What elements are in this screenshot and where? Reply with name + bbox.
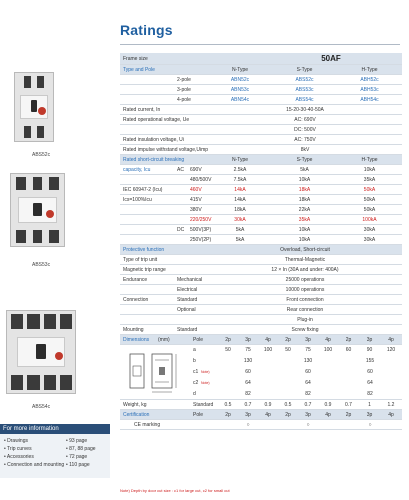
mounting-value: Screw fixing: [291, 327, 319, 333]
table-row: [120, 53, 402, 65]
breaking-voltage: 380V: [190, 207, 202, 213]
dim-cell: 130: [243, 358, 253, 364]
info-item[interactable]: [4, 445, 108, 453]
dim-cell: 3p: [245, 337, 251, 343]
breaking-voltage: 460V: [190, 187, 202, 193]
capacity-label: capacity, Icu: [123, 167, 151, 173]
dim-cell: 155: [365, 358, 375, 364]
dimensions-unit: (mm): [158, 337, 170, 343]
impulse-label: Rated impulse withstand voltage,Uimp: [123, 147, 209, 153]
info-item-label: • Drawings: [4, 438, 28, 444]
op-voltage-label: Rated operational voltage, Ue: [123, 117, 190, 123]
cert-pole-cell: 4p: [265, 412, 271, 418]
table-row: [120, 285, 402, 295]
protective-value: Overload, Short-circuit: [280, 247, 330, 253]
type-header: N-Type: [231, 67, 249, 73]
dim-cell: 130: [303, 358, 313, 364]
dim-cell: 3p: [305, 337, 311, 343]
dim-note: Note): [201, 370, 210, 374]
footnote: Note) Depth by door cut size : c1 for large cut, c2 for small cut: [120, 488, 230, 493]
dim-cell: 82: [305, 391, 311, 397]
optional-value: Plug-in: [297, 317, 313, 323]
breaking-cell: 5kA: [235, 237, 245, 243]
dim-cell: 2p: [225, 337, 231, 343]
dim-cell: 60: [367, 369, 373, 375]
dim-cell: 75: [245, 347, 251, 353]
mechanical-value: 25000 operations: [285, 277, 325, 283]
page-title: Ratings: [120, 22, 173, 38]
breaking-cell: 100kA: [362, 217, 377, 223]
weight-cell: 1: [368, 402, 371, 408]
info-heading: For more information: [0, 424, 110, 434]
breaking-cell: 30kA: [234, 217, 246, 223]
mag-range-label: Magnetic trip range: [123, 267, 166, 273]
table-row: [120, 367, 402, 377]
breaking-cell: 22kA: [298, 207, 311, 213]
product-label: ABS54c: [32, 404, 51, 410]
dim-key: b: [193, 358, 196, 364]
dim-cell: 60: [305, 369, 311, 375]
weight-cell: 0.7: [244, 402, 252, 408]
type-pole-label: Type and Pole: [123, 67, 155, 73]
table-row: [120, 400, 402, 410]
dim-key: Pole: [193, 337, 204, 343]
product-image-2pole: [14, 72, 54, 142]
table-row: [120, 95, 402, 105]
table-row: [120, 105, 402, 115]
ins-voltage-value: AC: 750V: [294, 137, 316, 143]
table-row: [120, 389, 402, 399]
dim-cell: 120: [386, 347, 396, 353]
breaking-label: Rated short-circuit breaking: [123, 157, 185, 163]
electrical-label: Electrical: [177, 287, 198, 293]
cert-pole-cell: 4p: [388, 412, 394, 418]
info-item-page: • 72 page: [66, 454, 88, 460]
dim-cell: 60: [345, 347, 352, 353]
trip-type-value: Thermal-Magnetic: [284, 257, 326, 263]
table-row: [120, 265, 402, 275]
table-row: [120, 305, 402, 315]
dim-cell: 60: [245, 369, 251, 375]
model-cell: ABN54c: [230, 97, 250, 103]
info-item-page: • 110 page: [66, 462, 90, 468]
breaking-voltage: 500V(3P): [190, 227, 212, 233]
table-row: [120, 410, 402, 420]
dim-cell: 2p: [285, 337, 291, 343]
electrical-value: 10000 operations: [285, 287, 325, 293]
model-cell: ABH53c: [360, 87, 379, 93]
info-list: [4, 437, 108, 469]
type-header: H-Type: [361, 157, 378, 163]
dim-key: d: [193, 391, 196, 397]
dim-cell: 100: [263, 347, 273, 353]
table-row: [120, 125, 402, 135]
mounting-std-label: Standard: [177, 327, 198, 333]
product-label: ABS52c: [32, 152, 51, 158]
title-divider: [120, 44, 400, 45]
standard-label: Standard: [177, 297, 198, 303]
breaking-cell: 10kA: [298, 227, 311, 233]
table-row: [120, 356, 402, 366]
info-item[interactable]: [4, 453, 108, 461]
table-row: [120, 145, 402, 155]
dim-cell: 64: [305, 380, 311, 386]
ce-label: CE marking: [134, 422, 161, 428]
weight-cell: 0.7: [304, 402, 312, 408]
table-row: [120, 235, 402, 245]
table-row: [120, 295, 402, 305]
dim-cell: 2p: [345, 337, 352, 343]
pole-label: 4-pole: [177, 97, 191, 103]
type-header: H-Type: [361, 67, 378, 73]
info-item[interactable]: [4, 461, 108, 469]
dim-cell: 100: [323, 347, 333, 353]
breaking-voltage: 220/250V: [190, 217, 212, 223]
breaking-cell: 50kA: [363, 187, 376, 193]
ics-label: Ics=100%Icu: [123, 197, 152, 203]
model-cell: ABH52c: [360, 77, 379, 83]
ce-cell: ○: [306, 422, 310, 428]
product-label: ABS53c: [32, 262, 51, 268]
table-row: [120, 325, 402, 335]
model-cell: ABS53c: [295, 87, 314, 93]
cert-pole-cell: 3p: [305, 412, 311, 418]
dimensions-label: Dimensions: [123, 337, 150, 343]
dim-cell: 4p: [388, 337, 394, 343]
dim-key: c1: [193, 369, 199, 375]
breaking-cell: 10kA: [298, 177, 311, 183]
dim-note: Note): [201, 381, 210, 385]
ce-cell: ○: [368, 422, 372, 428]
breaking-cell: 5kA: [300, 167, 309, 173]
table-row: [120, 378, 402, 388]
info-item-label: • Connection and mounting: [4, 462, 65, 468]
product-image-3pole: [10, 173, 65, 247]
cert-pole-label: Pole: [193, 412, 204, 418]
info-item-label: • Accessories: [4, 454, 34, 460]
breaking-cell: 14kA: [234, 197, 246, 203]
breaking-voltage: 690V: [190, 167, 202, 173]
cert-pole-cell: 2p: [345, 412, 352, 418]
table-row: [120, 315, 402, 325]
weight-cell: 0.9: [264, 402, 272, 408]
ins-voltage-label: Rated insulation voltage, Ui: [123, 137, 184, 143]
table-row: [120, 215, 402, 225]
cert-pole-cell: 4p: [325, 412, 331, 418]
model-cell: ABS52c: [295, 77, 314, 83]
info-item[interactable]: [4, 437, 108, 445]
breaking-cell: 35kA: [363, 177, 376, 183]
dim-cell: 75: [305, 347, 311, 353]
breaking-cell: 10kA: [298, 237, 311, 243]
rated-current-value: 15-20-30-40-50A: [286, 107, 324, 113]
info-item-page: • 93 page: [66, 438, 88, 444]
pole-label: 3-pole: [177, 87, 191, 93]
breaking-voltage: 480/500V: [190, 177, 212, 183]
breaking-cell: 50kA: [363, 197, 376, 203]
cert-pole-cell: 2p: [225, 412, 231, 418]
breaking-voltage: 250V(2P): [190, 237, 212, 243]
weight-cell: 0.7: [345, 402, 352, 408]
standard-value: Front connection: [286, 297, 324, 303]
dim-cell: 4p: [265, 337, 271, 343]
weight-cell: 0.5: [224, 402, 232, 408]
table-row: [120, 85, 402, 95]
model-cell: ABN53c: [230, 87, 250, 93]
type-header: S-Type: [296, 157, 313, 163]
breaking-cell: 30kA: [363, 237, 376, 243]
table-row: [120, 155, 402, 165]
weight-label: Weight, kg: [123, 402, 147, 408]
op-voltage-ac: AC: 690V: [294, 117, 316, 123]
ce-cell: ○: [246, 422, 250, 428]
table-row: [120, 65, 402, 75]
breaking-cell: 50kA: [363, 207, 376, 213]
weight-std-label: Standard: [193, 402, 214, 408]
dc-label: DC: [177, 227, 185, 233]
table-row: [120, 195, 402, 205]
optional-value: Rear connection: [286, 307, 324, 313]
protective-label: Protective function: [123, 247, 165, 253]
breaking-cell: 18kA: [298, 187, 311, 193]
table-row: [120, 255, 402, 265]
model-cell: ABN52c: [230, 77, 250, 83]
frame-size-label: Frame size: [123, 56, 148, 62]
dim-cell: 90: [366, 347, 373, 353]
info-item-page: • 87, 88 page: [66, 446, 96, 452]
table-row: [120, 185, 402, 195]
dimensions-body: [120, 345, 402, 400]
mag-range-value: 12 × In (30A and under: 400A): [271, 267, 339, 273]
table-row: [120, 165, 402, 175]
table-row: [120, 245, 402, 255]
table-row: [120, 225, 402, 235]
trip-type-label: Type of trip unit: [123, 257, 158, 263]
table-row: [120, 135, 402, 145]
cert-pole-cell: 3p: [366, 412, 373, 418]
cert-label: Certification: [123, 412, 150, 418]
weight-cell: 1.2: [387, 402, 395, 408]
table-row: [120, 335, 402, 345]
mechanical-label: Mechanical: [177, 277, 203, 283]
optional-label: Optional: [177, 307, 196, 313]
frame-size-value: 50AF: [321, 54, 341, 63]
rated-current-label: Rated current, In: [123, 107, 161, 113]
model-cell: ABS54c: [295, 97, 314, 103]
table-row: [120, 275, 402, 285]
iec-label: IEC 60947-2 (Icu): [123, 187, 163, 193]
breaking-cell: 35kA: [298, 217, 311, 223]
breaking-cell: 7.5kA: [233, 177, 247, 183]
breaking-cell: 14kA: [234, 187, 246, 193]
op-voltage-dc: DC: 500V: [294, 127, 316, 133]
breaking-cell: 5kA: [235, 227, 245, 233]
dim-cell: 64: [245, 380, 251, 386]
type-header: N-Type: [231, 157, 249, 163]
dim-key: c2: [193, 380, 199, 386]
product-image-4pole: [6, 310, 76, 394]
breaking-cell: 30kA: [363, 227, 376, 233]
model-cell: ABH54c: [360, 97, 379, 103]
connection-label: Connection: [123, 297, 149, 303]
weight-cell: 0.5: [284, 402, 292, 408]
info-item-label: • Trip curves: [4, 446, 32, 452]
dim-cell: 3p: [366, 337, 373, 343]
table-row: [120, 420, 402, 430]
breaking-voltage: 415V: [190, 197, 202, 203]
breaking-cell: 18kA: [234, 207, 246, 213]
table-row: [120, 205, 402, 215]
table-row: [120, 175, 402, 185]
cert-pole-cell: 2p: [285, 412, 291, 418]
table-row: [120, 345, 402, 355]
endurance-label: Endurance: [123, 277, 148, 283]
pole-label: 2-pole: [177, 77, 191, 83]
dim-key: a: [193, 347, 196, 353]
dim-cell: 50: [285, 347, 291, 353]
type-header: S-Type: [296, 67, 313, 73]
cert-pole-cell: 3p: [245, 412, 251, 418]
weight-cell: 0.9: [324, 402, 332, 408]
breaking-cell: 2.5kA: [233, 167, 247, 173]
table-row: [120, 115, 402, 125]
dim-cell: 82: [245, 391, 251, 397]
dim-cell: 64: [367, 380, 373, 386]
dim-cell: 82: [367, 391, 373, 397]
ratings-table: [120, 53, 402, 430]
breaking-cell: 18kA: [298, 197, 311, 203]
mounting-label: Mounting: [123, 327, 144, 333]
dim-cell: 4p: [325, 337, 331, 343]
dim-cell: 50: [225, 347, 231, 353]
ac-label: AC: [177, 167, 184, 173]
impulse-value: 8kV: [300, 147, 310, 153]
table-row: [120, 75, 402, 85]
breaking-cell: 10kA: [363, 167, 376, 173]
